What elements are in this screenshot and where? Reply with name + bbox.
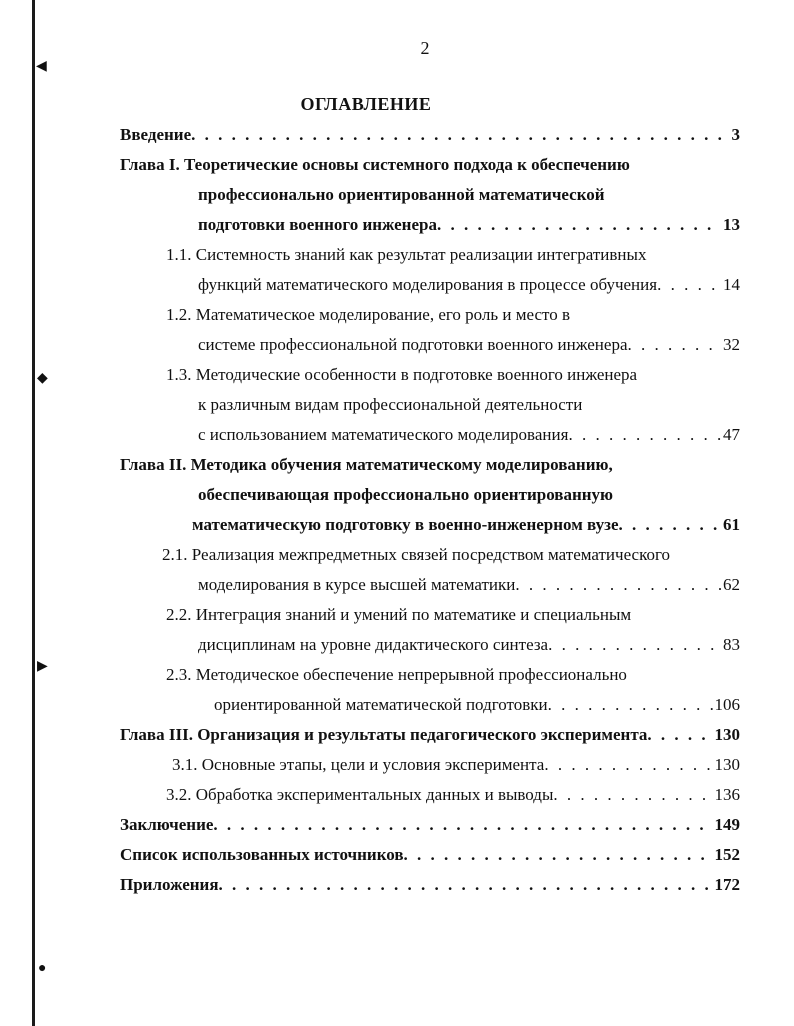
binding-margin-line: [32, 0, 35, 1026]
toc-entry-section-1-3-cont: к различным видам профессиональной деятельности: [198, 395, 583, 414]
toc-entry-section-1-2[interactable]: 1.2. Математическое моделирование, его роль и место в: [166, 305, 571, 324]
toc-page-number: 61: [723, 515, 740, 534]
toc-page-number: 62: [723, 575, 740, 594]
dot-leader: [219, 870, 713, 900]
margin-dot-icon: ◆: [37, 371, 48, 386]
toc-entry-introduction[interactable]: Введение . . . 3: [120, 120, 740, 150]
toc-entry-chapter-1-cont: профессионально ориентированной математической: [198, 185, 605, 204]
dot-leader: [213, 810, 712, 840]
toc-entry-section-2-2-last[interactable]: дисциплинам на уровне дидактического синтеза . . . 83: [120, 630, 740, 660]
toc-entry-appendix[interactable]: Приложения . . . 172: [120, 870, 740, 900]
dot-leader: [404, 840, 713, 870]
toc-entry-conclusion[interactable]: Заключение . . . 149: [120, 810, 740, 840]
dot-leader: [619, 510, 721, 540]
toc-entry-section-2-2[interactable]: 2.2. Интеграция знаний и умений по математике и специальным: [166, 605, 632, 624]
toc-entry-section-1-1-last[interactable]: функций математического моделирования в процессе обучения . . . 14: [120, 270, 740, 300]
toc-entry-section-1-1[interactable]: 1.1. Системность знаний как результат реализации интегративных: [166, 245, 647, 264]
dot-leader: [628, 330, 722, 360]
toc-entry-section-1-2-last[interactable]: системе профессиональной подготовки военного инженера . . . 32: [120, 330, 740, 360]
margin-arrow-icon: ▶: [37, 659, 48, 674]
toc-entry-chapter-1-last[interactable]: подготовки военного инженера . . . 13: [120, 210, 740, 240]
dot-leader: [544, 750, 712, 780]
dot-leader: [568, 420, 721, 450]
toc-page-number: 136: [714, 785, 740, 804]
toc-entry-section-3-1[interactable]: 3.1. Основные этапы, цели и условия эксперимента . . . 130: [120, 750, 740, 780]
dot-leader: [548, 630, 721, 660]
table-of-contents: [120, 120, 740, 900]
toc-page-number: 130: [714, 725, 740, 744]
dot-leader: [515, 570, 721, 600]
toc-page-number: 14: [723, 275, 740, 294]
margin-dot-icon: ●: [38, 961, 47, 976]
toc-page-number: 47: [723, 425, 740, 444]
toc-page-number: 149: [714, 815, 740, 834]
dot-leader: [553, 780, 712, 810]
toc-entry-chapter-2-cont: обеспечивающая профессионально ориентированную: [198, 485, 614, 504]
toc-page-number: 13: [723, 215, 740, 234]
toc-page-number: 3: [731, 125, 740, 144]
toc-page-number: 106: [714, 695, 740, 714]
toc-entry-section-2-1[interactable]: 2.1. Реализация межпредметных связей посредством математического: [162, 545, 671, 564]
toc-entry-section-1-3[interactable]: 1.3. Методические особенности в подготовке военного инженера: [166, 365, 638, 384]
toc-page-number: 172: [714, 875, 740, 894]
toc-entry-chapter-2-last[interactable]: математическую подготовку в военно-инженерном вузе . . . 61: [120, 510, 740, 540]
page-title: ОГЛАВЛЕНИЕ: [300, 94, 432, 114]
dot-leader: [548, 690, 713, 720]
toc-entry-references[interactable]: Список использованных источников . . . 152: [120, 840, 740, 870]
dot-leader: [657, 270, 721, 300]
toc-page-number: 32: [723, 335, 740, 354]
dot-leader: [437, 210, 721, 240]
toc-entry-chapter-1[interactable]: Глава I. Теоретические основы системного подхода к обеспечению: [120, 155, 630, 174]
toc-page-number: 152: [714, 845, 740, 864]
toc-entry-chapter-3[interactable]: Глава III. Организация и результаты педагогического эксперимента . . . 130: [120, 720, 740, 750]
toc-entry-chapter-2[interactable]: Глава II. Методика обучения математическому моделированию,: [120, 455, 613, 474]
toc-entry-section-1-3-last[interactable]: с использованием математического моделирования . . . 47: [120, 420, 740, 450]
toc-entry-section-3-2[interactable]: 3.2. Обработка экспериментальных данных и выводы . . . 136: [120, 780, 740, 810]
toc-entry-section-2-1-last[interactable]: моделирования в курсе высшей математики . . . 62: [120, 570, 740, 600]
toc-page-number: 83: [723, 635, 740, 654]
toc-entry-section-2-3-last[interactable]: ориентированной математической подготовки . . . 106: [120, 690, 740, 720]
toc-entry-section-2-3[interactable]: 2.3. Методическое обеспечение непрерывной профессионально: [166, 665, 627, 684]
dot-leader: [191, 120, 729, 150]
margin-arrow-icon: ◀: [36, 59, 47, 74]
page-number: 2: [420, 38, 430, 58]
dot-leader: [647, 720, 712, 750]
toc-page-number: 130: [714, 755, 740, 774]
